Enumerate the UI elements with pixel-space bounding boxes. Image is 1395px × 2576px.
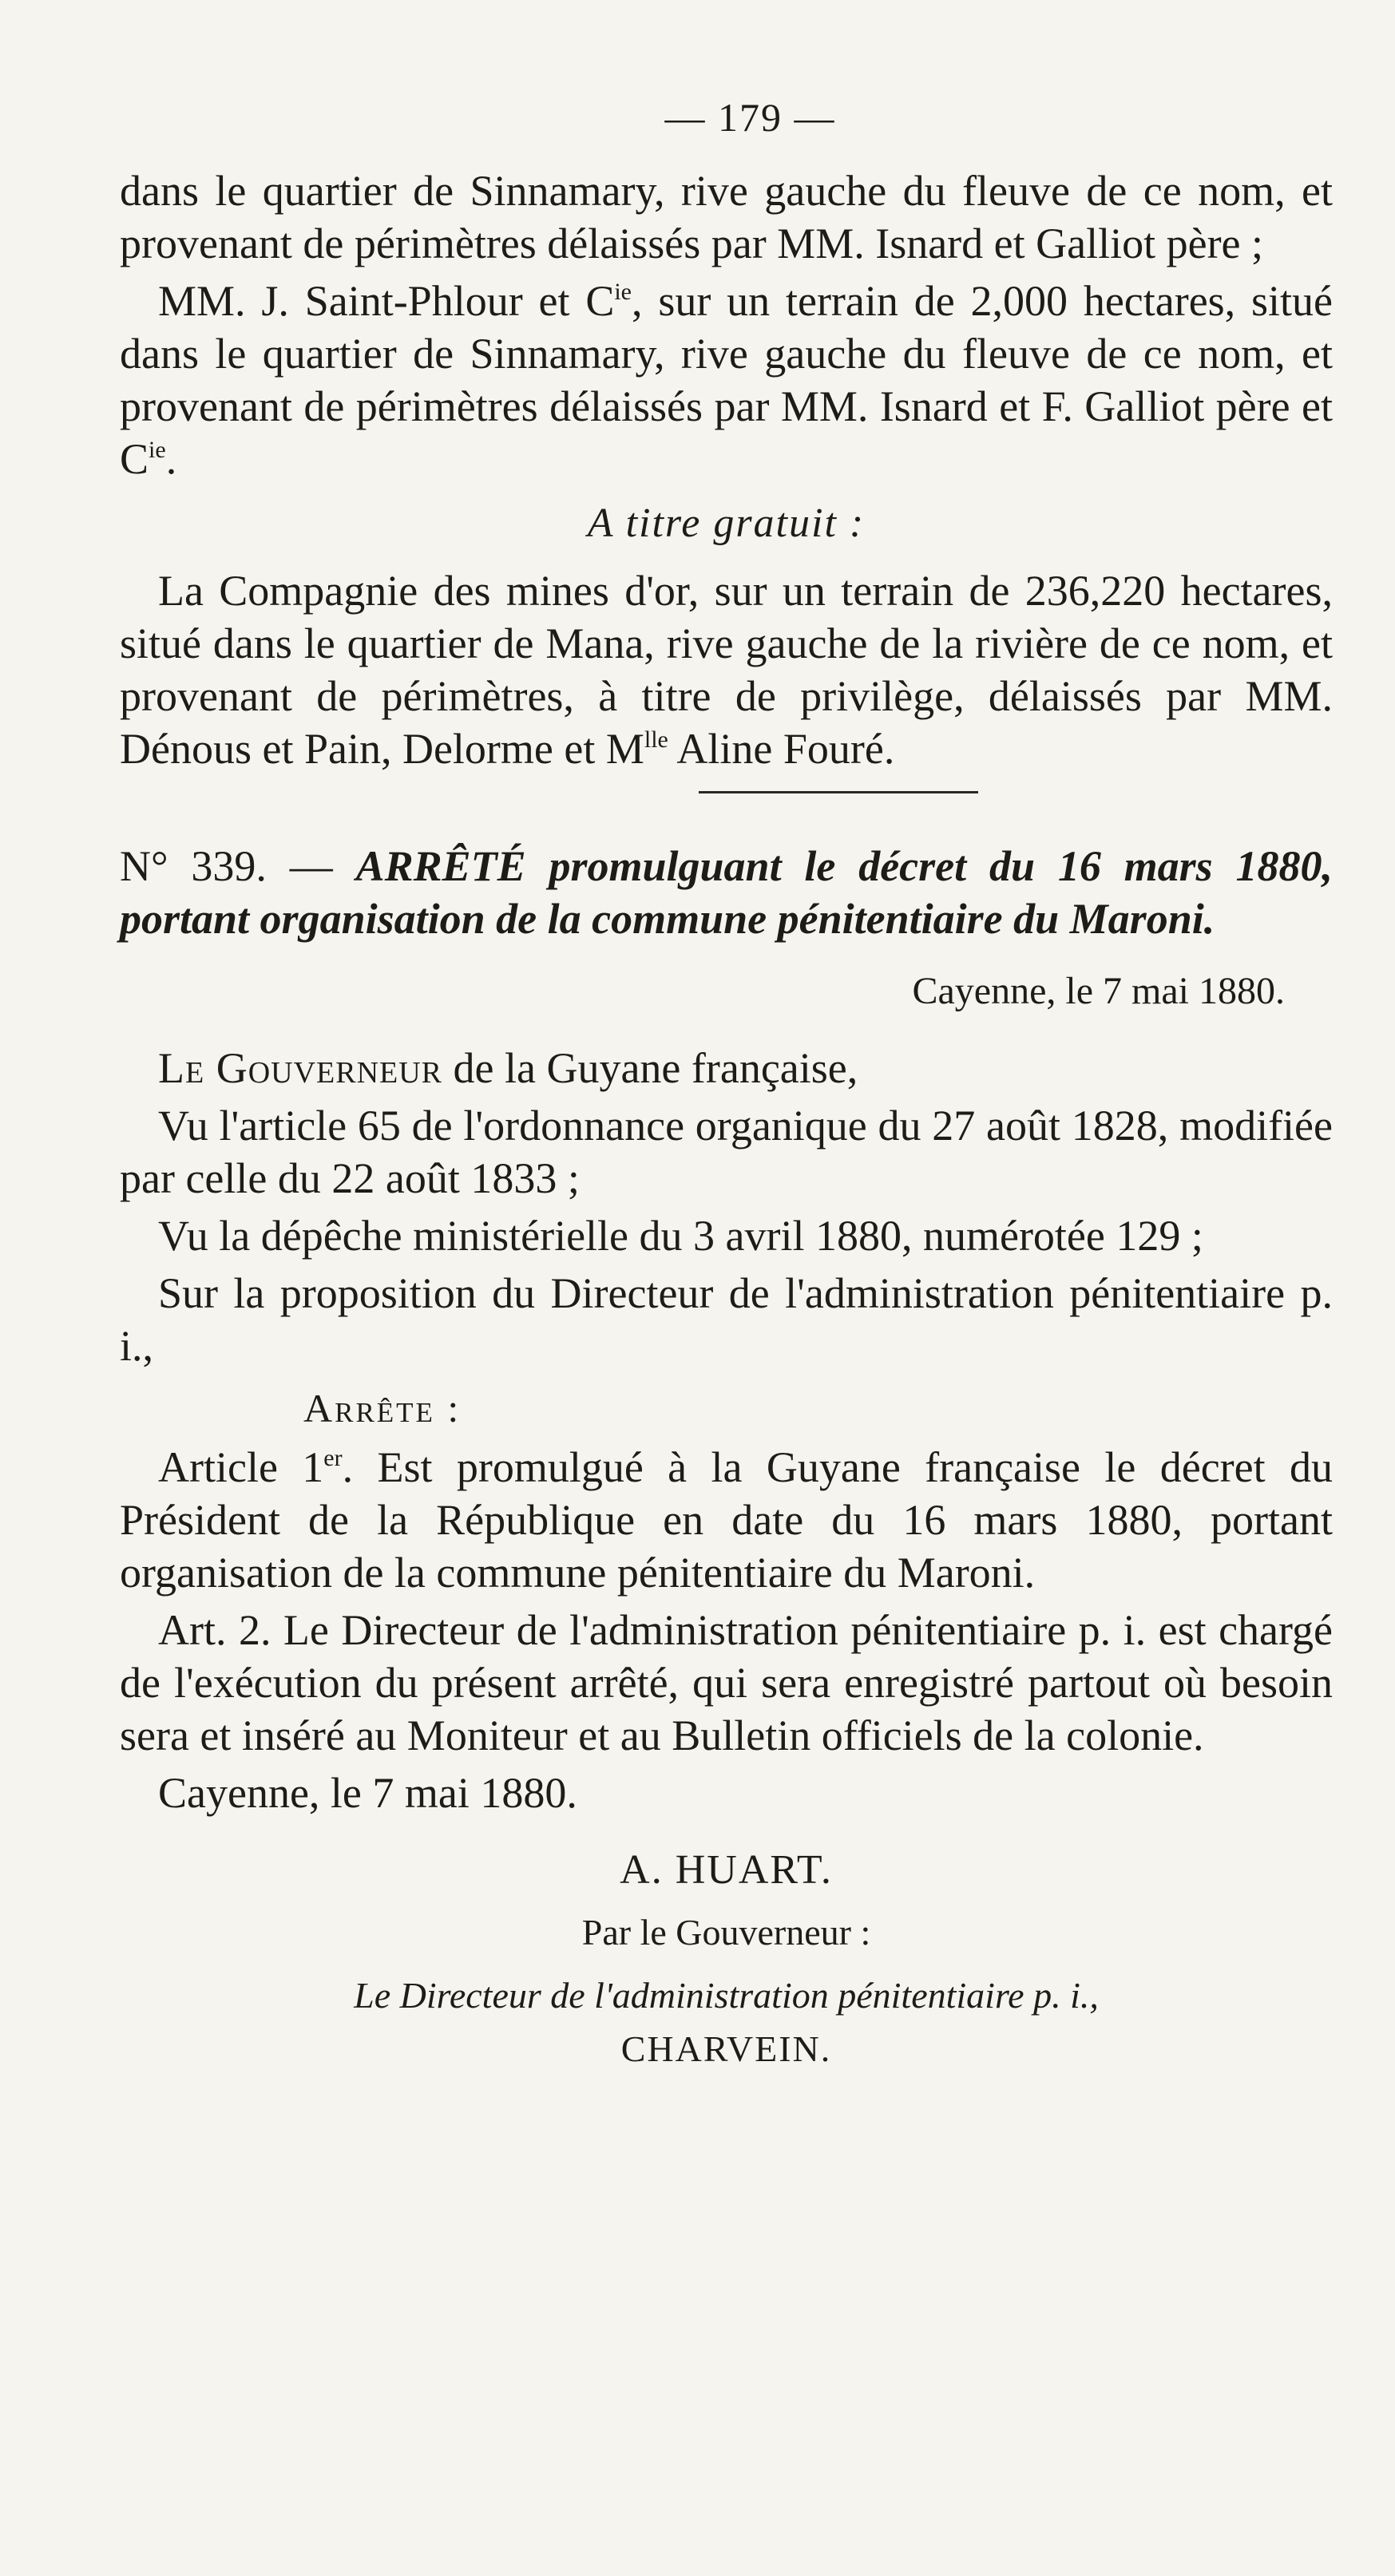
page-number: — 179 — bbox=[664, 95, 836, 140]
saint-phlour-paragraph: MM. J. Saint-Phlour et $C^{ie}$, sur un terrain de 2,000 hectares, situé dans le quartier de Sinnamary, rive gauche du fleuve de ce nom, et provenant de périmètres délaissés par MM. Isnard et F. Galliot père et $C^{ie}$. bbox=[120, 277, 1333, 483]
section-divider bbox=[699, 791, 978, 793]
directeur-title: Le Directeur de l'administration pénitentiaire p. i., bbox=[354, 1975, 1099, 2016]
intro-paragraph: dans le quartier de Sinnamary, rive gauche du fleuve de ce nom, et provenant de périmètres délaissés par MM. Isnard et Galliot père ; bbox=[120, 167, 1333, 267]
compagnie-paragraph: La Compagnie des mines d'or, sur un terrain de 236,220 hectares, situé dans le quartier de Mana, rive gauche de la rivière de ce nom, et provenant de périmètres, à titre de privilège, délaissés par MM. Dénous et Pain, Delorme et $M^{lle}$ Aline Fouré. bbox=[120, 567, 1333, 773]
gouverneur-line: Le Gouverneur de la Guyane française, bbox=[158, 1044, 858, 1092]
dateline: Cayenne, le 7 mai 1880. bbox=[912, 970, 1285, 1012]
article-1: Article 1er. Est promulgué à la Guyane française le décret du Président de la République en date du 16 mars 1880, portant organisation de la commune pénitentiaire du Maroni. bbox=[120, 1443, 1333, 1597]
vu-depeche: Vu la dépêche ministérielle du 3 avril 1880, numérotée 129 ; bbox=[158, 1212, 1203, 1260]
closing-date: Cayenne, le 7 mai 1880. bbox=[158, 1769, 577, 1817]
signature-charvein: CHARVEIN. bbox=[620, 2028, 832, 2069]
arrete-heading: N° 339. — ARRÊTÉ promulguant le décret du 16 mars 1880, portant organisation de la commune pénitentiaire du Maroni. bbox=[120, 842, 1334, 943]
par-le-gouverneur: Par le Gouverneur : bbox=[581, 1912, 871, 1953]
arrete-label: Arrête : bbox=[303, 1386, 462, 1430]
article-2: Art. 2. Le Directeur de l'administration pénitentiaire p. i. est chargé de l'exécution du présent arrêté, qui sera enregistré partout où besoin sera et inséré au Moniteur et au Bulletin officiels de la colonie. bbox=[120, 1606, 1333, 1759]
proposition-line: Sur la proposition du Directeur de l'administration pénitentiaire p. i., bbox=[120, 1269, 1333, 1370]
titre-gratuit-heading: A titre gratuit : bbox=[587, 501, 866, 546]
vu-ordonnance: Vu l'article 65 de l'ordonnance organique du 27 août 1828, modifiée par celle du 22 août 1833 ; bbox=[120, 1102, 1333, 1202]
signature-huart: A. HUART. bbox=[620, 1847, 833, 1893]
